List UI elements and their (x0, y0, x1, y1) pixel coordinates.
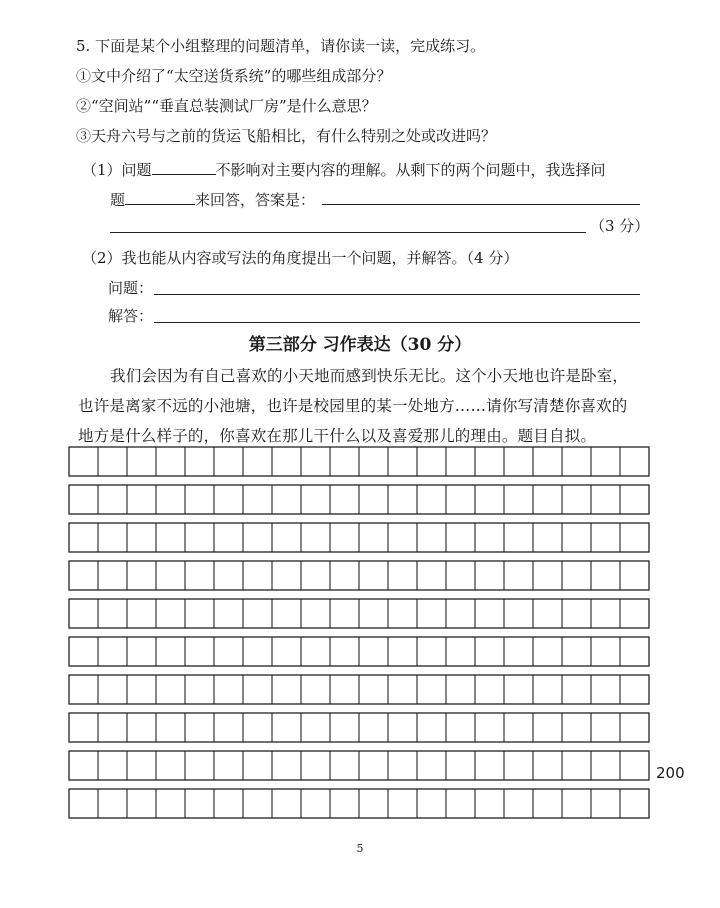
part1-mid: 不影响对主要内容的理解。从剩下的两个问题中，我选择问 (215, 161, 606, 179)
part1-line2-a: 题 (110, 191, 126, 209)
section-3-line-2: 也许是离家不远的小池塘，也许是校园里的某一处地方……请你写清楚你喜欢的 (78, 397, 628, 415)
part2-question-line[interactable] (154, 294, 640, 295)
part2-question-label: 问题： (108, 279, 154, 297)
question-item-1: ①文中介绍了“太空送货系统”的哪些组成部分？ (76, 67, 392, 85)
question-item-2: ②“空间站”“垂直总装测试厂房”是什么意思？ (76, 97, 377, 115)
part1-line2 (110, 188, 315, 210)
question-item-3: ③天舟六号与之前的货运飞船相比，有什么特别之处或改进吗？ (76, 127, 497, 145)
section-3-line-3: 地方是什么样子的，你喜欢在那儿干什么以及喜爱那儿的理由。题目自拟。 (78, 427, 597, 445)
page-number: 5 (356, 842, 364, 855)
part1-choice-blank[interactable] (125, 188, 195, 205)
writing-grid[interactable] (68, 446, 652, 830)
word-count-marker: 200 (656, 764, 685, 782)
part1-line1 (82, 158, 606, 180)
part1-answer-line-2[interactable] (110, 232, 586, 233)
part1-line2-b: 来回答，答案是： (195, 191, 316, 209)
question-5-prompt: 5. 下面是某个小组整理的问题清单，请你读一读，完成练习。 (76, 37, 486, 55)
part2-prompt: （2）我也能从内容或写法的角度提出一个问题，并解答。（4 分） (82, 249, 519, 267)
section-3-title: 第三部分 习作表达（30 分） (248, 335, 472, 355)
part2-answer-label: 解答： (108, 307, 154, 325)
part2-answer-line[interactable] (154, 322, 640, 323)
part1-answer-line-1[interactable] (322, 204, 640, 205)
section-3-line-1: 我们会因为有自己喜欢的小天地而感到快乐无比。这个小天地也许是卧室， (110, 367, 629, 385)
part1-question-blank[interactable] (152, 158, 216, 175)
part1-score: （3 分） (590, 217, 650, 235)
part1-lead: （1）问题 (82, 161, 152, 179)
